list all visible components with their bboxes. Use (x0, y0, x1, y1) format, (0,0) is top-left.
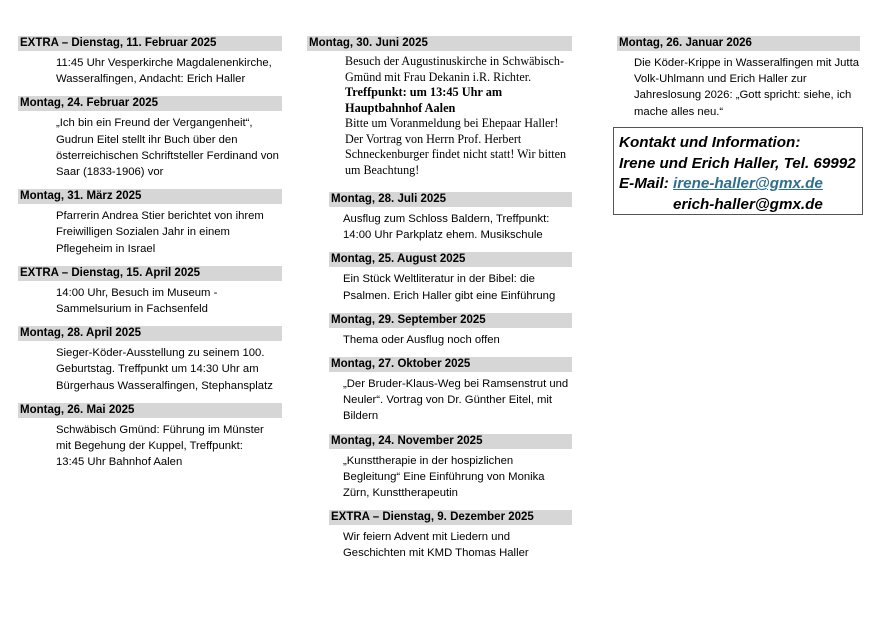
event-heading: EXTRA – Dienstag, 11. Februar 2025 (18, 36, 282, 51)
event-item (329, 434, 572, 502)
meeting-point: Treffpunkt: um 13:45 Uhr am Hauptbahnhof Aalen (345, 85, 503, 115)
contact-title: Kontakt und Information: (619, 134, 801, 151)
event-item (329, 192, 572, 243)
contact-names-phone: Irene und Erich Haller, Tel. 69992 (619, 154, 856, 172)
event-item (18, 36, 282, 87)
event-description: Schwäbisch Gmünd: Führung im Münster mit Begehung der Kuppel, Treffpunkt: 13:45 Uhr Bahnhof Aalen (56, 423, 264, 469)
event-heading: Montag, 27. Oktober 2025 (329, 357, 572, 372)
event-description: „Kunsttherapie in der hospizlichen Begleitung“ Eine Einführung von Monika Zürn, Kunsttherapeutin (343, 454, 545, 500)
email-link-irene[interactable]: irene-haller@gmx.de (673, 175, 823, 192)
event-heading: Montag, 29. September 2025 (329, 313, 572, 328)
event-item (18, 96, 282, 180)
contact-email-row (619, 174, 856, 195)
event-item (329, 313, 572, 348)
event-heading: Montag, 24. November 2025 (329, 434, 572, 449)
event-heading: Montag, 24. Februar 2025 (18, 96, 282, 111)
event-heading: EXTRA – Dienstag, 15. April 2025 (18, 266, 282, 281)
event-description: „Ich bin ein Freund der Vergangenheit“, Gudrun Eitel stellt ihr Buch über den österreichischen Schriftsteller Ferdinand von Saar (1833-1906) vor (56, 117, 279, 179)
schedule-column-1 (18, 36, 282, 470)
event-item (307, 36, 572, 178)
schedule-column-2 (307, 36, 572, 562)
contact-box (613, 127, 863, 215)
event-item (329, 510, 572, 561)
event-description: 11:45 Uhr Vesperkirche Magdalenenkirche, Wasseralfingen, Andacht: Erich Haller (56, 57, 272, 86)
event-description: Sieger-Köder-Ausstellung zu seinem 100. Geburtstag. Treffpunkt um 14:30 Uhr am Bürgerhaus Wasseralfingen, Stephansplatz (56, 347, 273, 392)
email-erich: erich-haller@gmx.de (673, 195, 823, 213)
event-heading: Montag, 28. April 2025 (18, 326, 282, 341)
schedule-column-3 (617, 36, 860, 120)
event-description: Pfarrerin Andrea Stier berichtet von ihrem Freiwilligen Sozialen Jahr in einem Pflegeheim in Israel (56, 210, 264, 255)
event-intro: Besuch der Augustinuskirche in Schwäbisch-Gmünd mit Frau Dekanin i.R. Richter. (345, 54, 564, 84)
event-item (617, 36, 860, 120)
event-description: 14:00 Uhr, Besuch im Museum -Sammelsurium in Fachsenfeld (56, 286, 218, 316)
event-item (18, 266, 282, 317)
event-heading: Montag, 30. Juni 2025 (307, 36, 572, 51)
event-item (18, 403, 282, 471)
event-description: Ausflug zum Schloss Baldern, Treffpunkt: 14:00 Uhr Parkplatz ehem. Musikschule (343, 213, 550, 242)
event-item (329, 252, 572, 303)
event-heading: Montag, 25. August 2025 (329, 252, 572, 267)
event-description: „Der Bruder-Klaus-Weg bei Ramsenstrut und Neuler“. Vortrag von Dr. Günther Eitel, mit Bildern (343, 378, 569, 423)
event-description (345, 54, 572, 178)
event-description: Wir feiern Advent mit Liedern und Geschichten mit KMD Thomas Haller (343, 531, 529, 560)
event-description: Die Köder-Krippe in Wasseralfingen mit Jutta Volk-Uhlmann und Erich Haller zur Jahreslosung 2026: „Gott spricht: siehe, ich mache alles neu.“ (634, 57, 859, 118)
event-item (18, 326, 282, 394)
event-heading: Montag, 26. Mai 2025 (18, 403, 282, 418)
event-item (329, 357, 572, 425)
email-label: E-Mail: (619, 175, 674, 192)
event-heading: EXTRA – Dienstag, 9. Dezember 2025 (329, 510, 572, 525)
cancellation-notice: Der Vortrag von Herrn Prof. Herbert Schneckenburger findet nicht statt! Wir bitten um Beachtung! (345, 131, 567, 177)
event-item (18, 189, 282, 257)
event-heading: Montag, 31. März 2025 (18, 189, 282, 204)
event-description: Ein Stück Weltliteratur in der Bibel: die Psalmen. Erich Haller gibt eine Einführung (343, 273, 556, 302)
event-description: Thema oder Ausflug noch offen (343, 333, 500, 346)
event-heading: Montag, 28. Juli 2025 (329, 192, 572, 207)
registration-note: Bitte um Voranmeldung bei Ehepaar Haller! (345, 116, 559, 130)
event-heading: Montag, 26. Januar 2026 (617, 36, 860, 51)
